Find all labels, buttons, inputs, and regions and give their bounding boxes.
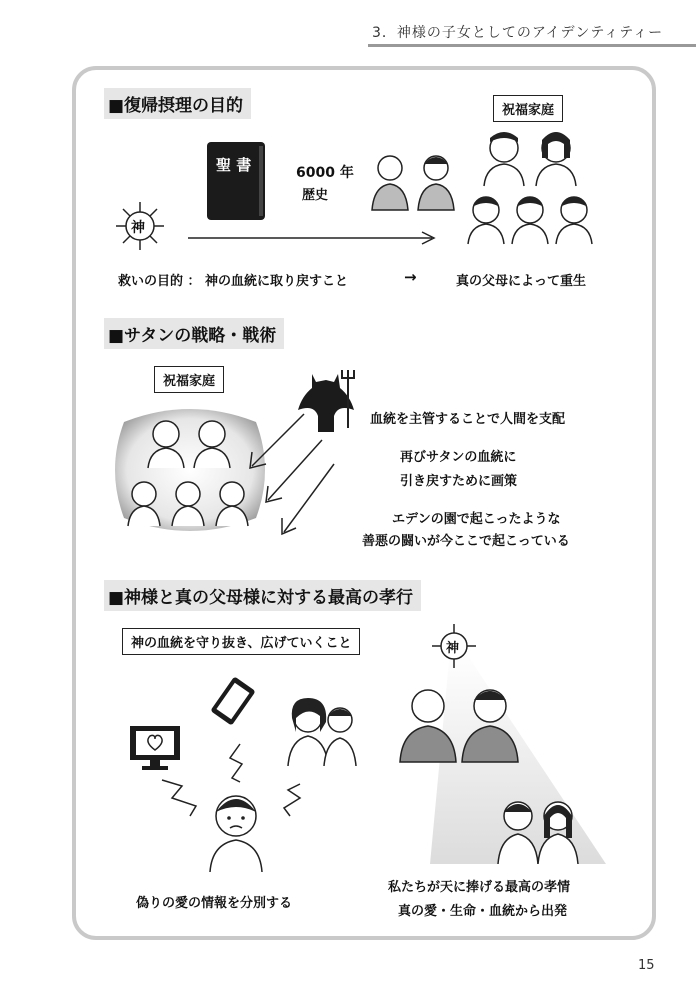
caption-left: 偽りの愛の情報を分別する [136, 896, 293, 911]
history-arrow [188, 232, 438, 244]
satan-line-2a: 再びサタンの血統に [400, 450, 517, 465]
attack-arrows [240, 400, 340, 540]
page-number: 15 [638, 958, 655, 973]
blessed-family-figures-1 [464, 128, 604, 246]
section1-heading: ■復帰摂理の目的 [104, 88, 251, 119]
chapter-header: 3．神様の子女としてのアイデンティティー [372, 25, 664, 41]
blessed-family-label-2: 祝福家庭 [154, 366, 224, 393]
section2-heading: ■サタンの戦略・戦術 [104, 318, 284, 349]
satan-line-3b: 善悪の闘いが今ここで起こっている [362, 534, 570, 549]
satan-line-2b: 引き戻すために画策 [400, 474, 518, 489]
caption-right-2: 真の愛・生命・血統から出発 [398, 904, 568, 919]
purpose-arrow: → [404, 268, 417, 286]
person-discerning-icon [206, 786, 266, 872]
young-couple-icon [492, 794, 588, 864]
history-label: 歴史 [302, 188, 329, 203]
true-parents-icon [368, 152, 460, 212]
blessed-family-label-1: 祝福家庭 [493, 95, 563, 122]
tablet-icon [210, 676, 258, 728]
lineage-box: 神の血統を守り抜き、広げていくこと [122, 628, 360, 655]
caption-right-1: 私たちが天に捧げる最高の孝情 [388, 880, 571, 895]
true-parents-large-icon [398, 684, 522, 764]
salvation-purpose-text: 救いの目的 ： 神の血統に取り戻すこと [118, 274, 349, 289]
bible-label: 聖 書 [216, 156, 252, 174]
god-label-1: 神 [131, 220, 145, 236]
satan-line-1: 血統を主管することで人間を支配 [370, 412, 566, 427]
history-years: 6000 年 [296, 165, 354, 181]
satan-line-3a: エデンの園で起こったような [392, 512, 561, 527]
header-rule [368, 44, 696, 47]
god-label-2: 神 [446, 641, 460, 656]
rebirth-text: 真の父母によって重生 [456, 274, 587, 289]
section3-heading: ■神様と真の父母様に対する最高の孝行 [104, 580, 421, 611]
bible-icon [205, 140, 269, 222]
